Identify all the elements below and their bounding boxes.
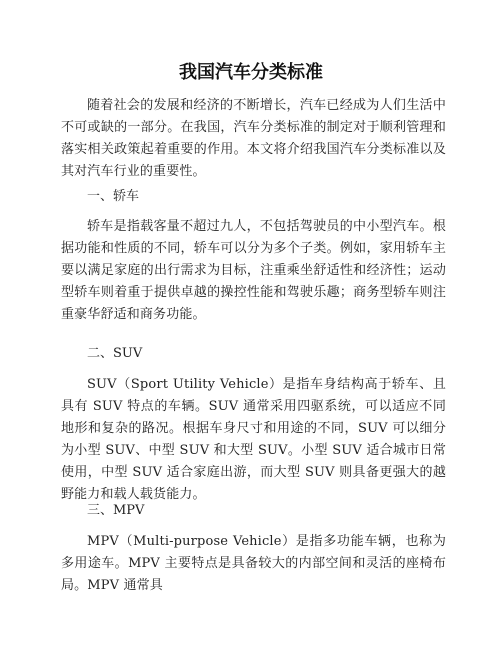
section-body-suv: SUV（Sport Utility Vehicle）是指车身结构高于轿车、且具有 SUV 特点的车辆。SUV 通常采用四驱系统，可以适应不同地形和复杂的路况。根据车身尺寸和用途的不同，SUV 可以细分为小型 SUV、中型 SUV 和大型 SUV。小型 SUV 适合城市日常使用，中型 SUV 适合家庭出游，而大型 SUV 则具备更强大的越野能力和载人载货能力。	[61, 377, 446, 502]
section-heading-sedan: 一、轿车	[87, 189, 140, 204]
intro-paragraph: 随着社会的发展和经济的不断增长，汽车已经成为人们生活中不可或缺的一部分。在我国，汽车分类标准的制定对于顺利管理和落实相关政策起着重要的作用。本文将介绍我国汽车分类标准以及其对汽车行业的重要性。	[61, 98, 446, 179]
section-heading-suv: 二、SUV	[87, 346, 143, 361]
section-heading-mpv: 三、MPV	[87, 503, 145, 518]
section-body-sedan: 轿车是指载客量不超过九人，不包括驾驶员的中小型汽车。根据功能和性质的不同，轿车可以分为多个子类。例如，家用轿车主要以满足家庭的出行需求为目标，注重乘坐舒适性和经济性；运动型轿车则着重于提供卓越的操控性能和驾驶乐趣；商务型轿车则注重豪华舒适和商务功能。	[61, 219, 446, 322]
document-title: 我国汽车分类标准	[179, 62, 323, 83]
section-body-mpv: MPV（Multi-purpose Vehicle）是指多功能车辆，也称为多用途车。MPV 主要特点是具备较大的内部空间和灵活的座椅布局。MPV 通常具	[61, 534, 446, 593]
